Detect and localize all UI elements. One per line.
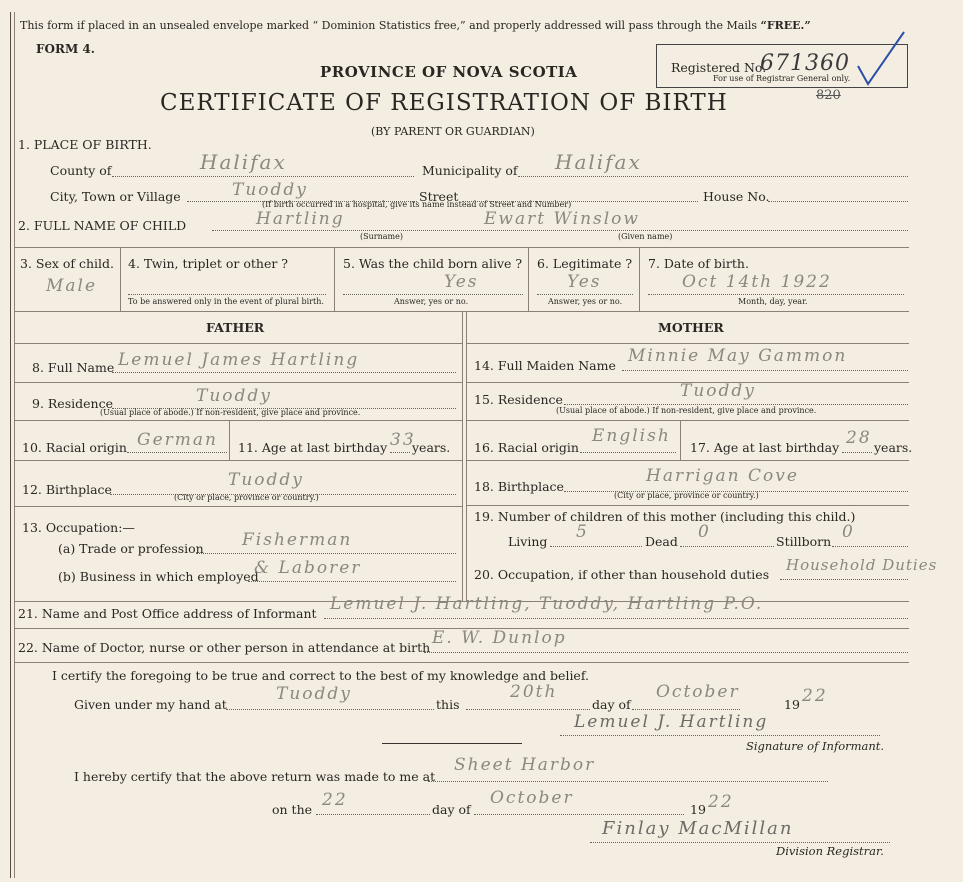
given-label: Given under my hand at bbox=[74, 697, 227, 712]
left-border bbox=[10, 12, 11, 878]
legitimate-value: Yes bbox=[567, 272, 602, 292]
father-residence-label: 9. Residence bbox=[32, 396, 113, 411]
father-heading: FATHER bbox=[206, 320, 265, 335]
registrar-year: 22 bbox=[708, 792, 734, 812]
certificate-subtitle: (BY PARENT OR GUARDIAN) bbox=[371, 125, 535, 138]
father-name-value: Lemuel James Hartling bbox=[118, 350, 360, 370]
county-value: Halifax bbox=[200, 150, 287, 174]
doctor-label: 22. Name of Doctor, nurse or other person in attendance at birth bbox=[18, 640, 431, 655]
registrar-statement: I hereby certify that the above return was made to me at bbox=[74, 769, 436, 784]
city-value: Tuoddy bbox=[232, 180, 308, 200]
mother-children-label: 19. Number of children of this mother (including this child.) bbox=[474, 509, 856, 524]
doctor-value: E. W. Dunlop bbox=[432, 628, 567, 648]
certify-statement: I certify the foregoing to be true and correct to the best of my knowledge and belief. bbox=[52, 668, 589, 683]
father-age-value: 33 bbox=[390, 430, 416, 450]
form-number: FORM 4. bbox=[36, 42, 95, 56]
certificate-title: CERTIFICATE OF REGISTRATION OF BIRTH bbox=[160, 90, 728, 116]
mother-name-value: Minnie May Gammon bbox=[628, 346, 848, 366]
child-given-name: Ewart Winslow bbox=[484, 209, 640, 229]
place-of-birth-heading: 1. PLACE OF BIRTH. bbox=[18, 137, 152, 152]
struck-number: 820 bbox=[816, 88, 841, 103]
mother-birthplace-label: 18. Birthplace bbox=[474, 479, 564, 494]
house-label: House No. bbox=[703, 189, 770, 204]
mother-residence-label: 15. Residence bbox=[474, 392, 563, 407]
day-of-label: day of bbox=[592, 697, 631, 712]
province-heading: PROVINCE OF NOVA SCOTIA bbox=[320, 63, 578, 81]
on-the-label: on the bbox=[272, 802, 313, 817]
given-month: October bbox=[656, 682, 740, 702]
mother-residence-note: (Usual place of abode.) If non-resident, give place and province. bbox=[556, 406, 817, 415]
sex-value: Male bbox=[46, 276, 98, 296]
registrar-place: Sheet Harbor bbox=[454, 755, 596, 775]
father-racial-label: 10. Racial origin bbox=[22, 440, 127, 455]
registrar-use-note: For use of Registrar General only. bbox=[713, 74, 851, 83]
left-border-inner bbox=[14, 12, 15, 878]
alive-note: Answer, yes or no. bbox=[394, 297, 469, 306]
municipality-label: Municipality of bbox=[422, 163, 518, 178]
alive-value: Yes bbox=[444, 272, 479, 292]
mother-birthplace-note: (City or place, province or country.) bbox=[614, 491, 759, 500]
father-birthplace-note: (City or place, province or country.) bbox=[174, 493, 319, 502]
city-label: City, Town or Village bbox=[50, 189, 181, 204]
municipality-value: Halifax bbox=[555, 150, 642, 174]
legitimate-note: Answer, yes or no. bbox=[548, 297, 623, 306]
check-mark-icon bbox=[850, 28, 910, 88]
divider bbox=[382, 743, 522, 744]
date-of-birth-value: Oct 14th 1922 bbox=[682, 272, 832, 292]
informant-label: 21. Name and Post Office address of Informant bbox=[18, 606, 317, 621]
date-of-birth-label: 7. Date of birth. bbox=[648, 256, 749, 271]
living-value: 5 bbox=[576, 522, 589, 542]
registrar-day-of: day of bbox=[432, 802, 471, 817]
registrar-caption: Division Registrar. bbox=[776, 844, 884, 858]
informant-signature-caption: Signature of Informant. bbox=[746, 739, 885, 753]
legitimate-label: 6. Legitimate ? bbox=[537, 256, 633, 271]
mail-notice: This form if placed in an unsealed envelope marked “ Dominion Statistics free,” and properly addressed will pass through the Mails “FREE.” bbox=[20, 19, 811, 32]
registrar-day: 22 bbox=[322, 790, 348, 810]
child-surname: Hartling bbox=[256, 209, 345, 229]
registrar-month: October bbox=[490, 788, 574, 808]
father-residence-value: Tuoddy bbox=[196, 386, 272, 406]
registrar-year-prefix: 19 bbox=[690, 802, 706, 817]
father-trade-label: (a) Trade or profession bbox=[58, 541, 204, 556]
mother-age-label: 17. Age at last birthday bbox=[690, 440, 840, 455]
given-year: 22 bbox=[802, 686, 828, 706]
registrar-signature: Finlay MacMillan bbox=[602, 818, 794, 839]
father-trade-value: Fisherman bbox=[242, 530, 353, 550]
dead-label: Dead bbox=[645, 534, 678, 549]
sex-label: 3. Sex of child. bbox=[20, 256, 115, 271]
stillborn-value: 0 bbox=[842, 522, 855, 542]
county-label: County of bbox=[50, 163, 112, 178]
given-day: 20th bbox=[510, 682, 558, 702]
informant-signature: Lemuel J. Hartling bbox=[574, 712, 769, 732]
street-note: (If birth occurred in a hospital, give its name instead of Street and Number) bbox=[262, 200, 572, 209]
father-age-label: 11. Age at last birthday bbox=[238, 440, 388, 455]
registered-number: 671360 bbox=[760, 51, 850, 76]
mother-age-unit: years. bbox=[874, 440, 913, 455]
father-birthplace-value: Tuoddy bbox=[228, 470, 304, 490]
mother-racial-label: 16. Racial origin bbox=[474, 440, 579, 455]
informant-value: Lemuel J. Hartling, Tuoddy, Hartling P.O. bbox=[330, 594, 764, 614]
father-racial-value: German bbox=[137, 430, 218, 450]
father-residence-note: (Usual place of abode.) If non-resident, give place and province. bbox=[100, 408, 361, 417]
street-label: Street bbox=[419, 189, 459, 204]
given-place: Tuoddy bbox=[276, 684, 352, 704]
twin-note: To be answered only in the event of plural birth. bbox=[128, 297, 324, 306]
child-name-label: 2. FULL NAME OF CHILD bbox=[18, 218, 187, 233]
mother-name-label: 14. Full Maiden Name bbox=[474, 358, 616, 373]
father-business-label: (b) Business in which employed bbox=[58, 569, 259, 584]
alive-label: 5. Was the child born alive ? bbox=[343, 256, 523, 271]
stillborn-label: Stillborn bbox=[776, 534, 832, 549]
mother-birthplace-value: Harrigan Cove bbox=[646, 466, 799, 486]
date-of-birth-note: Month, day, year. bbox=[738, 297, 808, 306]
twin-label: 4. Twin, triplet or other ? bbox=[128, 256, 288, 271]
father-business-value: & Laborer bbox=[254, 558, 362, 578]
mother-occupation-label: 20. Occupation, if other than household duties bbox=[474, 567, 770, 582]
given-name-note: (Given name) bbox=[618, 232, 673, 241]
living-label: Living bbox=[508, 534, 548, 549]
father-name-label: 8. Full Name bbox=[32, 360, 115, 375]
father-age-unit: years. bbox=[412, 440, 451, 455]
mother-residence-value: Tuoddy bbox=[680, 381, 756, 401]
mother-heading: MOTHER bbox=[658, 320, 724, 335]
surname-note: (Surname) bbox=[360, 232, 403, 241]
mother-racial-value: English bbox=[592, 426, 671, 446]
father-birthplace-label: 12. Birthplace bbox=[22, 482, 112, 497]
registered-label: Registered No. bbox=[671, 60, 767, 75]
mother-age-value: 28 bbox=[846, 428, 872, 448]
father-occupation-label: 13. Occupation:— bbox=[22, 520, 135, 535]
year-prefix: 19 bbox=[784, 697, 800, 712]
mother-occupation-value: Household Duties bbox=[786, 556, 938, 574]
dead-value: 0 bbox=[698, 522, 711, 542]
this-label: this bbox=[436, 697, 460, 712]
